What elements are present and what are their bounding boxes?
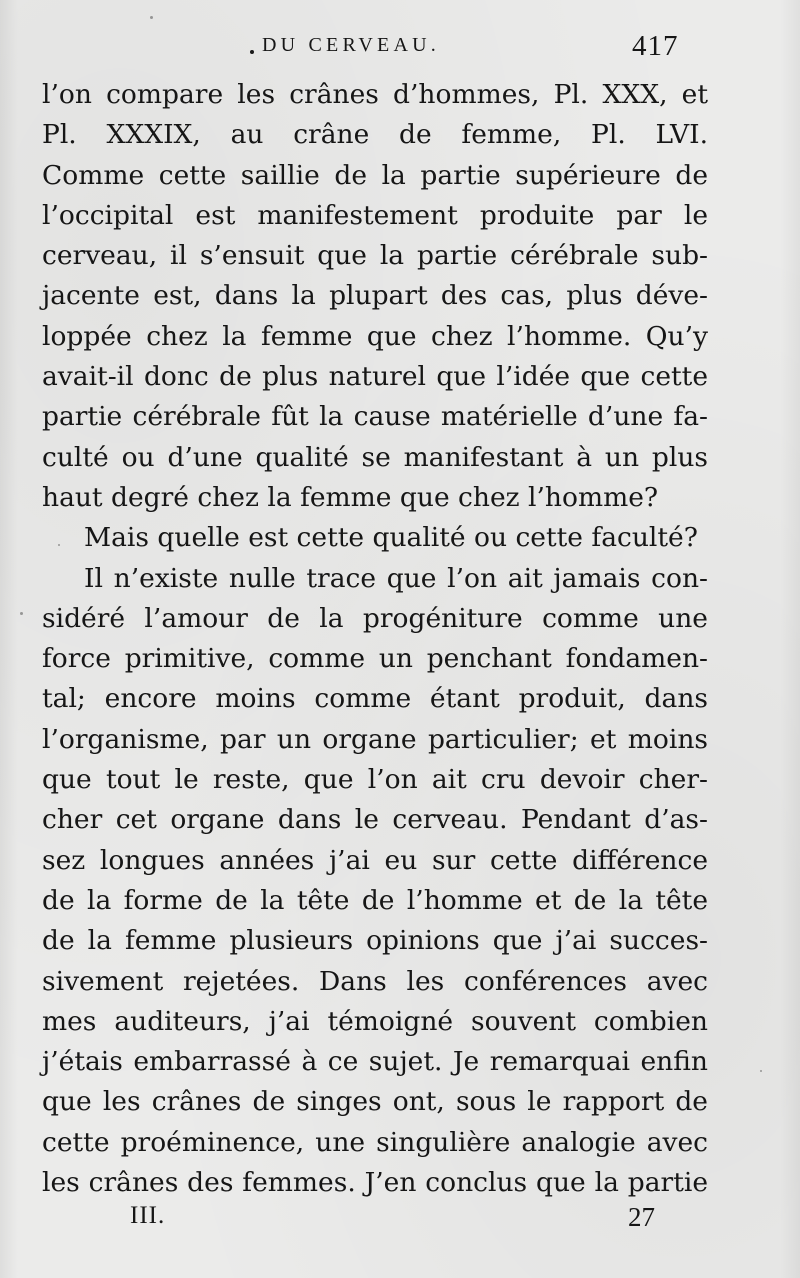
text-line: que tout le reste, que l’on ait cru devoir cher- <box>42 764 708 796</box>
text-line: sidéré l’amour de la progéniture comme une <box>42 602 708 634</box>
paper-speck <box>150 16 153 19</box>
text-line: cerveau, il s’ensuit que la partie cérébrale sub- <box>42 240 708 272</box>
text-line: j’étais embarrassé à ce sujet. Je remarquai enfin <box>42 1046 708 1078</box>
text-line: l’on compare les crânes d’hommes, Pl. XXX, et <box>42 79 708 110</box>
text-line: loppée chez la femme que chez l’homme. Qu’y <box>42 320 708 352</box>
text-line: les crânes des femmes. J’en conclus que la partie <box>42 1167 708 1199</box>
text-line: cette proéminence, une singulière analogie avec <box>42 1126 708 1158</box>
paper-speck <box>760 1070 762 1072</box>
text-line: cher cet organe dans le cerveau. Pendant d’as- <box>42 804 708 836</box>
text-line: avait-il donc de plus naturel que l’idée que cette <box>42 361 708 393</box>
text-line: tal; encore moins comme étant produit, dans <box>42 683 708 715</box>
paper-speck <box>58 544 60 546</box>
text-line: partie cérébrale fût la cause matérielle d’une fa- <box>42 401 708 433</box>
text-line: force primitive, comme un penchant fondamen- <box>42 643 708 675</box>
text-line: de la femme plusieurs opinions que j’ai succes- <box>42 925 708 957</box>
head-dot <box>250 50 254 54</box>
text-line: de la forme de la tête de l’homme et de la tête <box>42 884 708 916</box>
sheet-number: 27 <box>628 1202 655 1232</box>
paragraph-start-line: Mais quelle est cette qualité ou cette faculté? <box>84 522 698 554</box>
text-line: jacente est, dans la plupart des cas, plus déve- <box>42 280 708 312</box>
text-line: sez longues années j’ai eu sur cette différence <box>42 844 708 876</box>
text-line: Comme cette saillie de la partie supérieure de <box>42 159 708 191</box>
text-line: l’organisme, par un organe particulier; et moins <box>42 723 708 755</box>
text-line: Pl. XXXIX, au crâne de femme, Pl. LVI. <box>42 119 708 151</box>
page-number: 417 <box>632 30 679 62</box>
signature-mark: III. <box>130 1202 166 1229</box>
text-line: l’occipital est manifestement produite par le <box>42 199 708 231</box>
text-line: que les crânes de singes ont, sous le rapport de <box>42 1086 708 1118</box>
paragraph-start-line: Il n’existe nulle trace que l’on ait jamais con- <box>84 562 708 594</box>
body-text <box>42 75 708 1203</box>
paper-speck <box>20 612 23 615</box>
running-title: DU CERVEAU. <box>262 34 440 56</box>
page-footer <box>0 1202 800 1242</box>
text-line: haut degré chez la femme que chez l’homme? <box>42 481 659 513</box>
text-line: culté ou d’une qualité se manifestant à un plus <box>42 441 708 473</box>
text-line: sivement rejetées. Dans les conférences avec <box>42 965 708 997</box>
running-head <box>0 30 800 66</box>
text-line: mes auditeurs, j’ai témoigné souvent combien <box>42 1005 708 1037</box>
